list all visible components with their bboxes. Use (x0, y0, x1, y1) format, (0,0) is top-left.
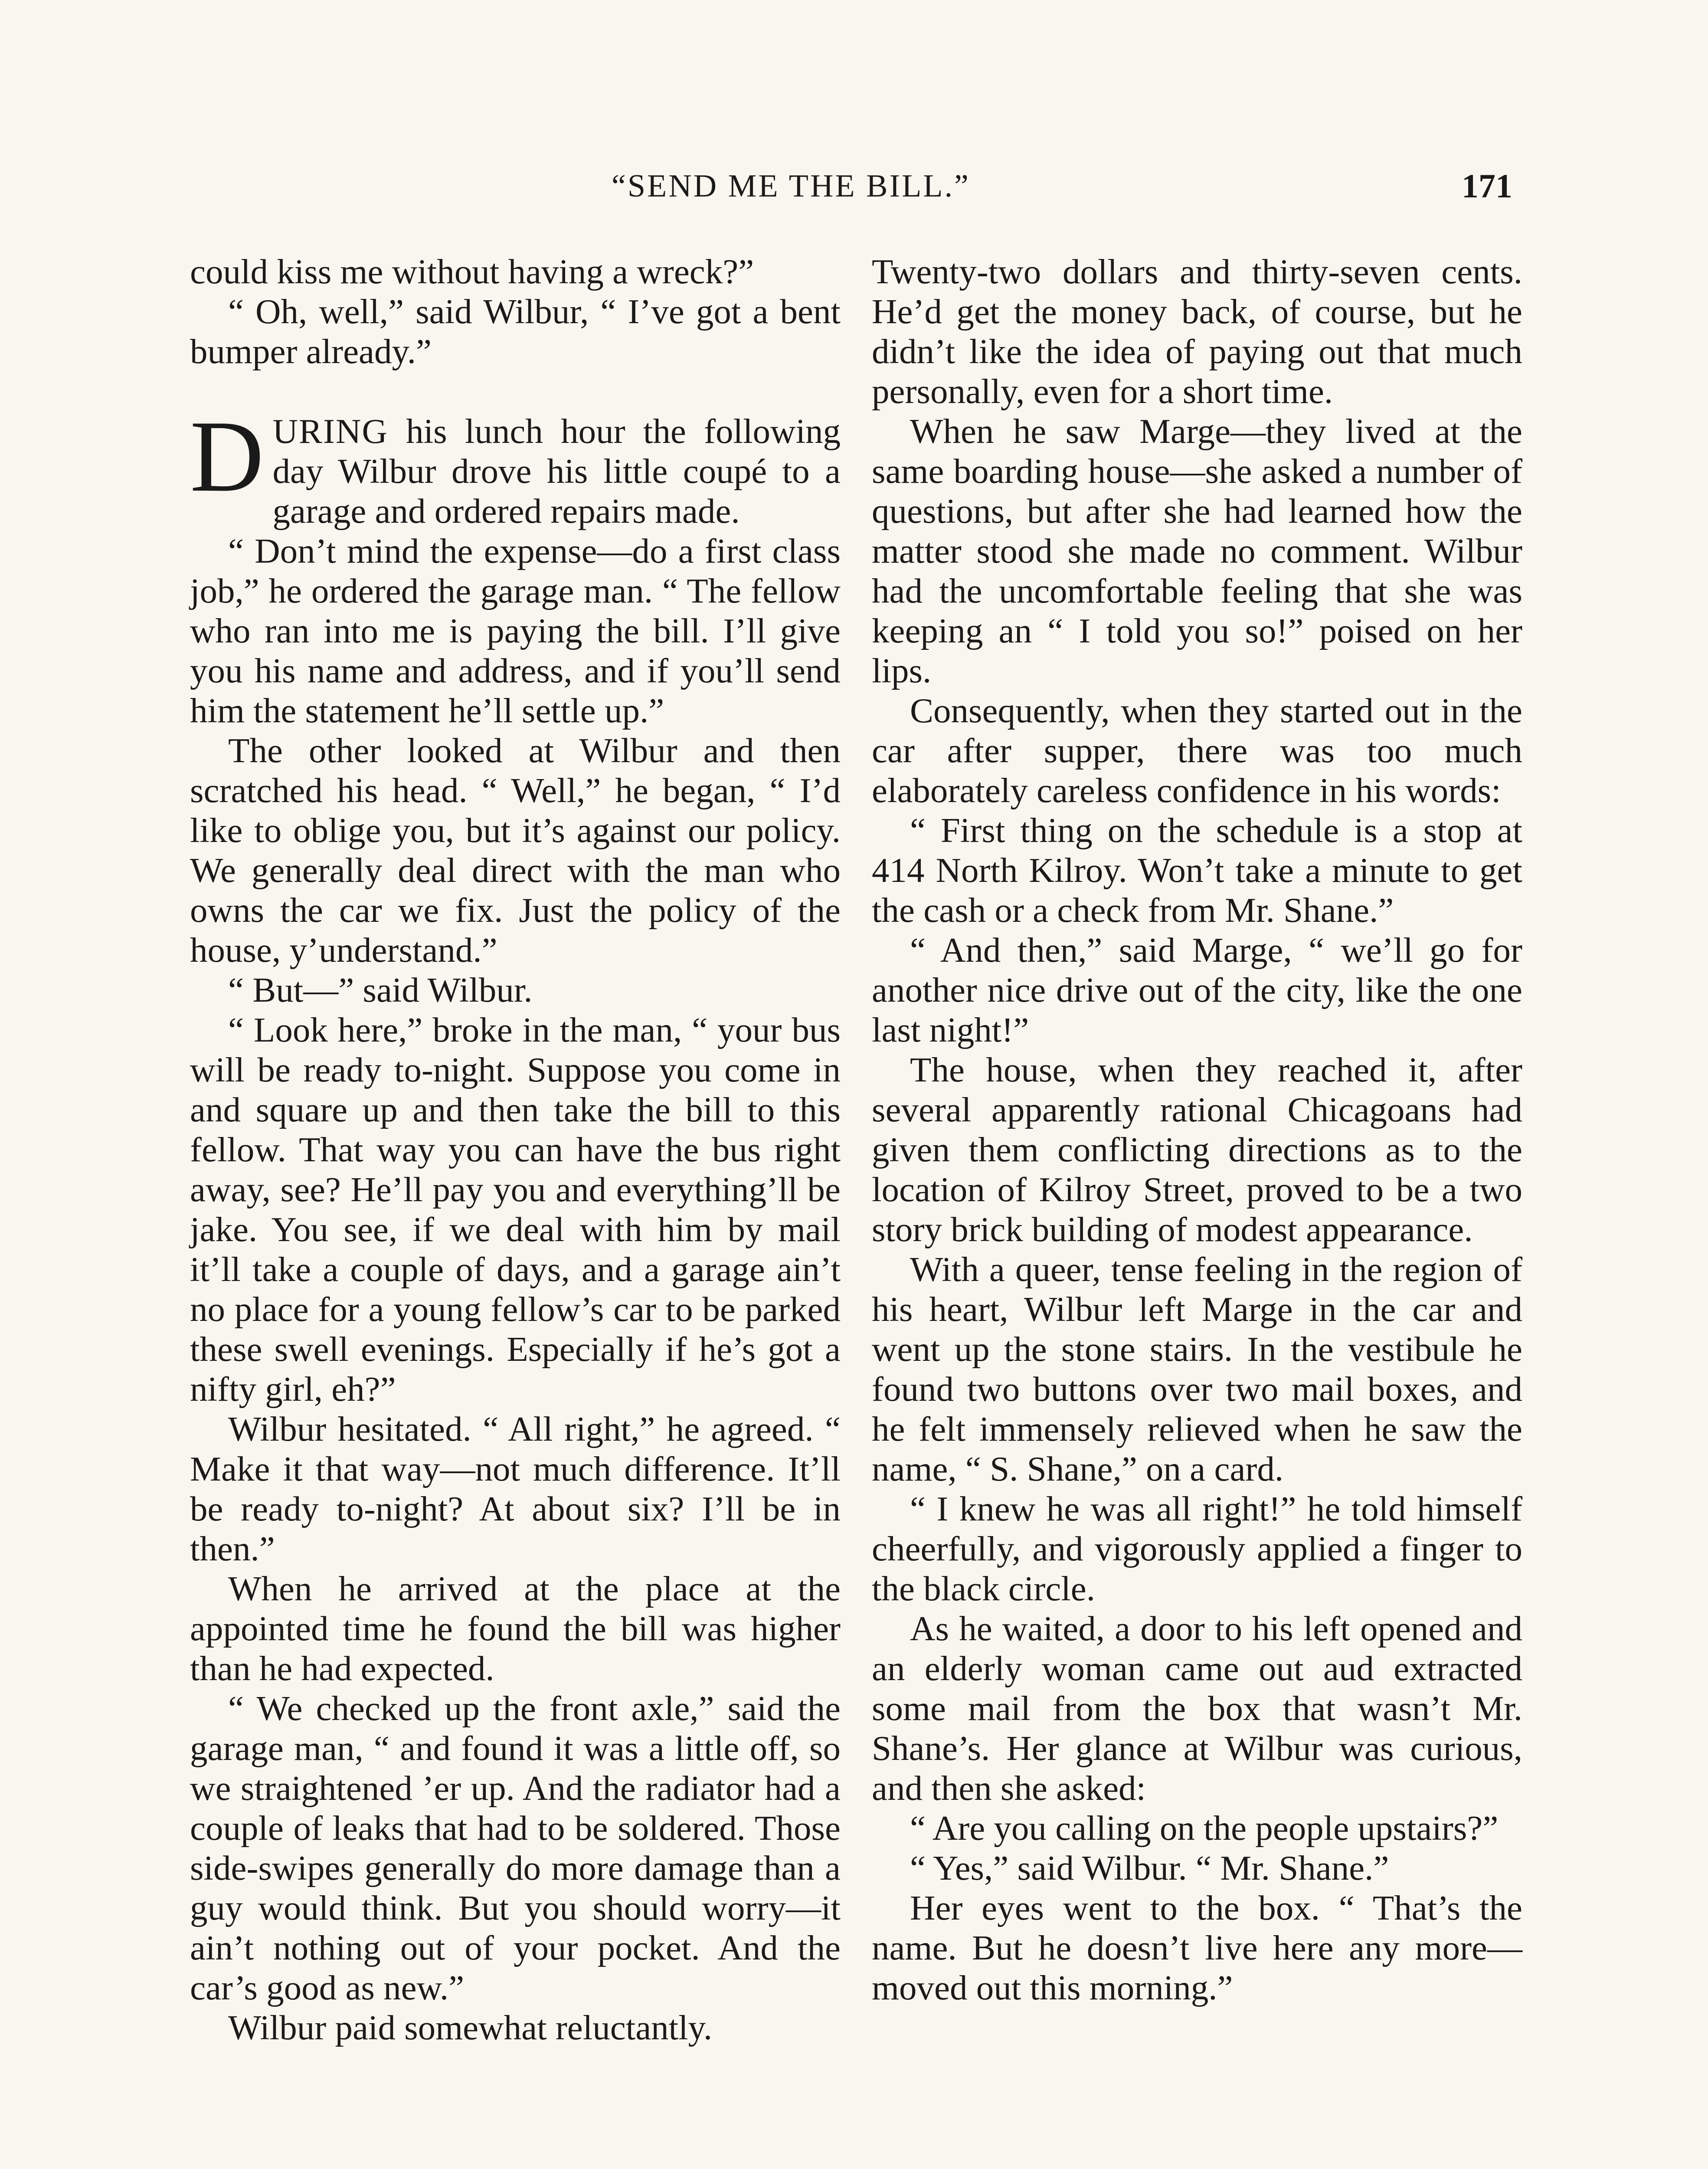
paragraph: “ I knew he was all right!” he told himself cheerfully, and vigorously applied a finger to the black circle. (872, 1489, 1522, 1608)
paragraph: “ Look here,” broke in the man, “ your bus will be ready to-night. Suppose you come in and square up and then take the bill to this fellow. That way you can have the bus right away, see? He’ll pay you and everything’ll be jake. You see, if we deal with him by mail it’ll take a couple of days, and a garage ain’t no place for a young fellow’s car to be parked these swell evenings. Especially if he’s got a nifty girl, eh?” (190, 1010, 841, 1409)
paragraph: “ Oh, well,” said Wilbur, “ I’ve got a bent bumper already.” (190, 292, 841, 371)
page-number: 171 (1462, 167, 1512, 205)
paragraph: Her eyes went to the box. “ That’s the name. But he doesn’t live here any more—moved out this morning.” (872, 1888, 1522, 2007)
paragraph: The other looked at Wilbur and then scratched his head. “ Well,” he began, “ I’d like to oblige you, but it’s against our policy. We generally deal direct with the man who owns the car we fix. Just the policy of the house, y’understand.” (190, 731, 841, 970)
running-title: “SEND ME THE BILL.” (612, 168, 970, 204)
paragraph: could kiss me without having a wreck?” (190, 252, 754, 291)
paragraph: “ We checked up the front axle,” said the garage man, “ and found it was a little off, so we straightened ’er up. And the radiator had a couple of leaks that had to be soldered. Those side-swipes generally do more damage than a guy would think. But you should worry—it ain’t nothing out of your pocket. And the car’s good as new.” (190, 1689, 841, 2007)
paragraph: Wilbur hesitated. “ All right,” he agreed. “ Make it that way—not much difference. It’ll be ready to-night? At about six? I’ll be in then.” (190, 1409, 841, 1568)
drop-cap: D (190, 400, 264, 513)
opening-text: his lunch hour the following day Wilbur drove his little coupé to a garage and ordered repairs made. (272, 412, 841, 531)
left-column (190, 252, 841, 2048)
paragraph: When he arrived at the place at the appointed time he found the bill was higher than he had expected. (190, 1569, 841, 1688)
paragraph: “ Yes,” said Wilbur. “ Mr. Shane.” (910, 1848, 1389, 1887)
paragraph: “ First thing on the schedule is a stop at 414 North Kilroy. Won’t take a minute to get the cash or a check from Mr. Shane.” (872, 811, 1522, 930)
opening-word: URING (272, 412, 388, 451)
paragraph: Wilbur paid somewhat reluctantly. (228, 2008, 713, 2047)
paragraph: “ And then,” said Marge, “ we’ll go for another nice drive out of the city, like the one last night!” (872, 931, 1522, 1049)
paragraph: With a queer, tense feeling in the region of his heart, Wilbur left Marge in the car and went up the stone stairs. In the vestibule he found two buttons over two mail boxes, and he felt immensely relieved when he saw the name, “ S. Shane,” on a card. (872, 1250, 1522, 1488)
paragraph: “ Don’t mind the expense—do a first class job,” he ordered the garage man. “ The fellow who ran into me is paying the bill. I’ll give you his name and address, and if you’ll send him the statement he’ll settle up.” (190, 531, 841, 730)
paragraph: The house, when they reached it, after several apparently rational Chicagoans had given them conflicting directions as to the location of Kilroy Street, proved to be a two story brick building of modest appearance. (872, 1050, 1522, 1249)
paragraph: Twenty-two dollars and thirty-seven cents. He’d get the money back, of course, but he didn’t like the idea of paying out that much personally, even for a short time. (872, 252, 1522, 411)
right-column (872, 252, 1522, 2008)
paragraph: As he waited, a door to his left opened and an elderly woman came out aud extracted some mail from the box that wasn’t Mr. Shane’s. Her glance at Wilbur was curious, and then she asked: (872, 1609, 1522, 1808)
paragraph: Consequently, when they started out in the car after supper, there was too much elaborately careless confidence in his words: (872, 691, 1522, 810)
section-opening-paragraph (190, 400, 841, 531)
paragraph: “ But—” said Wilbur. (228, 970, 533, 1009)
paragraph: “ Are you calling on the people upstairs?” (910, 1809, 1499, 1848)
paragraph: When he saw Marge—they lived at the same boarding house—she asked a number of questions, but after she had learned how the matter stood she made no comment. Wilbur had the uncomfortable feeling that she was keeping an “ I told you so!” poised on her lips. (872, 412, 1522, 690)
